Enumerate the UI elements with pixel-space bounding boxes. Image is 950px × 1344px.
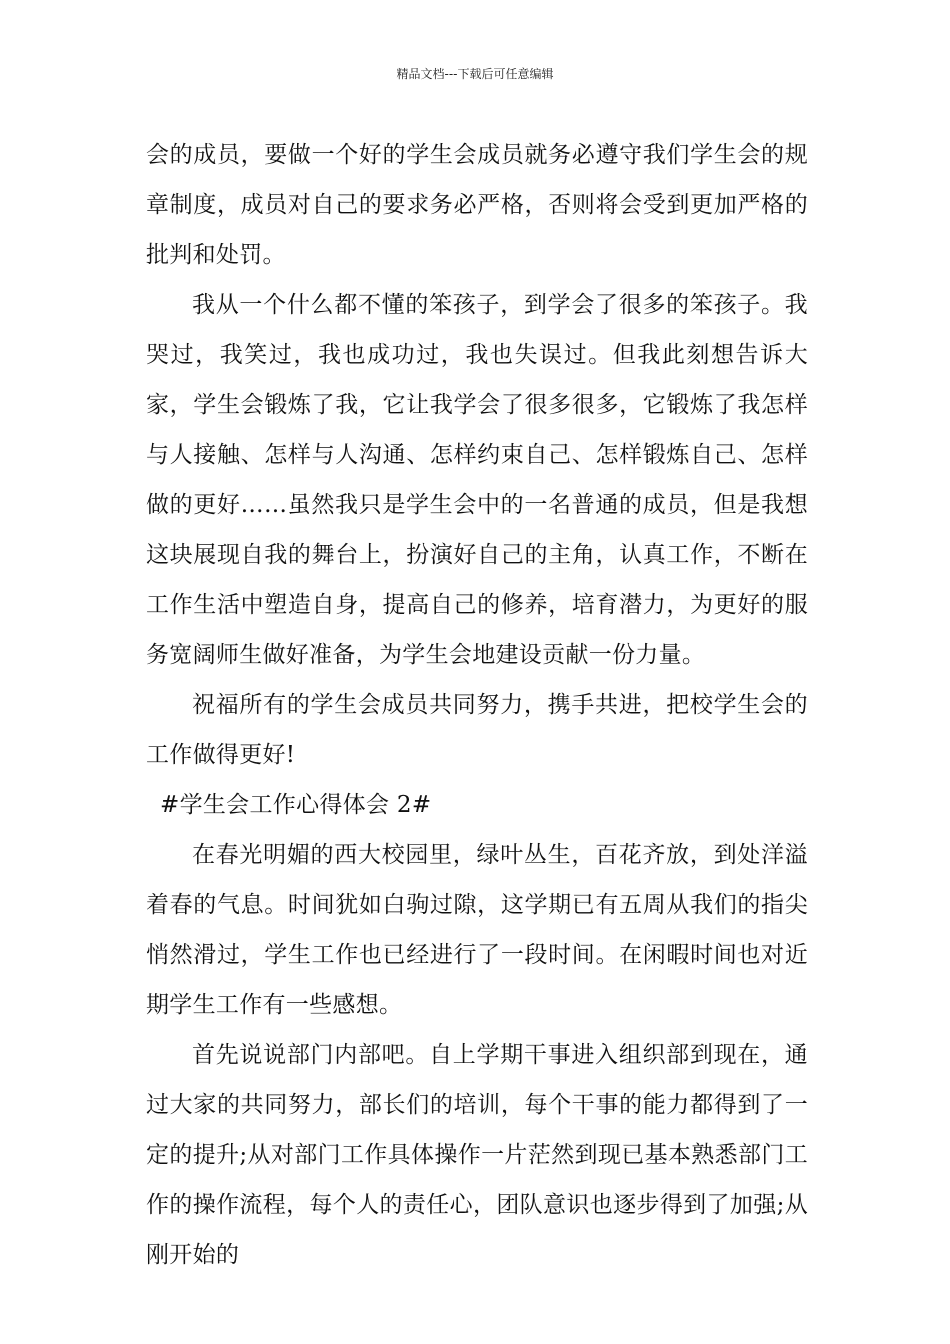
section-heading: #学生会工作心得体会 2# bbox=[160, 792, 432, 818]
paragraph-5: 首先说说部门内部吧。自上学期干事进入组织部到现在，通过大家的共同努力，部长们的培训，每个干事的能力都得到了一定的提升;从对部门工作具体操作一片茫然到现已基本熟悉部门工作的操作流程，每个人的责任心，团队意识也逐步得到了加强;从刚开始的 bbox=[146, 1042, 808, 1268]
page-header: 精品文档---下载后可任意编辑 bbox=[396, 67, 554, 81]
paragraph-4: 在春光明媚的西大校园里，绿叶丛生，百花齐放，到处洋溢着春的气息。时间犹如白驹过隙，这学期已有五周从我们的指尖悄然滑过，学生工作也已经进行了一段时间。在闲暇时间也对近期学生工作有一些感想。 bbox=[146, 842, 808, 1018]
paragraph-1: 会的成员，要做一个好的学生会成员就务必遵守我们学生会的规章制度，成员对自己的要求务必严格，否则将会受到更加严格的批判和处罚。 bbox=[146, 142, 808, 268]
paragraph-2: 我从一个什么都不懂的笨孩子，到学会了很多的笨孩子。我哭过，我笑过，我也成功过，我也失误过。但我此刻想告诉大家，学生会锻炼了我，它让我学会了很多很多，它锻炼了我怎样与人接触、怎样与人沟通、怎样约束自己、怎样锻炼自己、怎样做的更好……虽然我只是学生会中的一名普通的成员，但是我想这块展现自我的舞台上，扮演好自己的主角，认真工作，不断在工作生活中塑造自身，提高自己的修养，培育潜力，为更好的服务宽阔师生做好准备，为学生会地建设贡献一份力量。 bbox=[146, 292, 808, 668]
document-body bbox=[146, 130, 808, 1280]
paragraph-3: 祝福所有的学生会成员共同努力，携手共进，把校学生会的工作做得更好! bbox=[146, 692, 808, 768]
